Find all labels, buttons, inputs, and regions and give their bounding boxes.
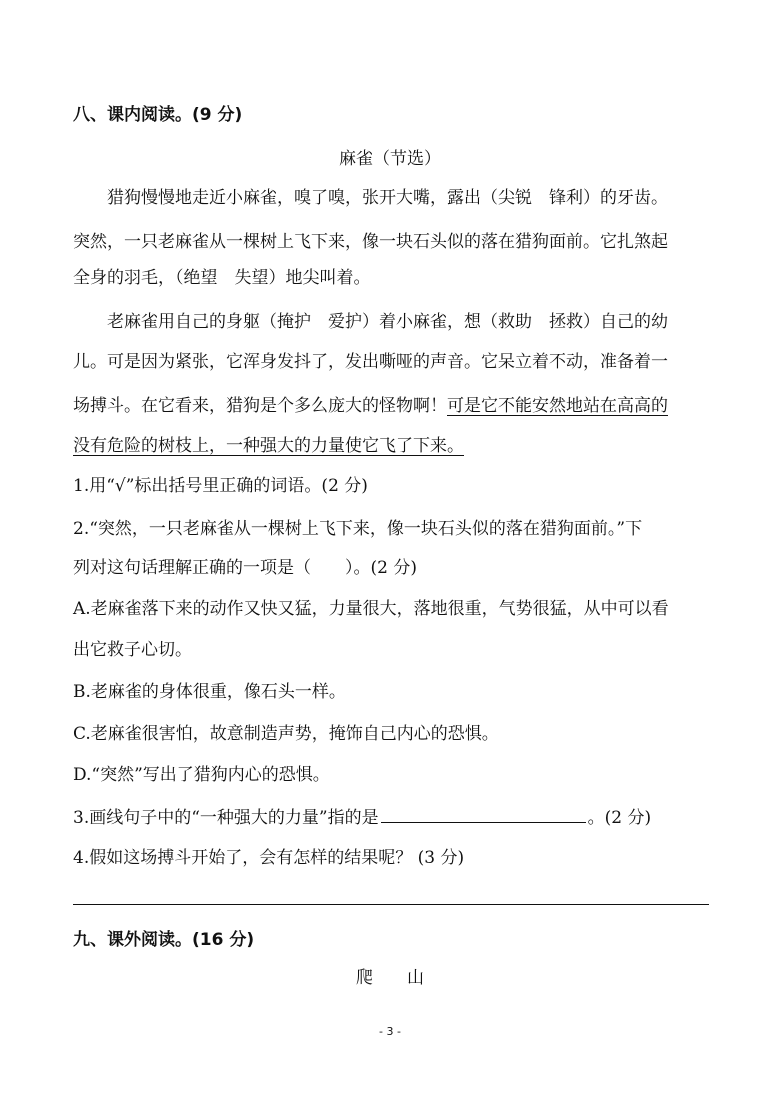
option-b: B.老麻雀的身体很重，像石头一样。 bbox=[73, 682, 346, 702]
option-c: C.老麻雀很害怕，故意制造声势，掩饰自己内心的恐惧。 bbox=[73, 724, 499, 744]
page-number: - 3 - bbox=[379, 1025, 401, 1038]
question-3 bbox=[73, 806, 651, 828]
passage-para2-line4: 没有危险的树枝上，一种强大的力量使它飞了下来。 bbox=[73, 436, 464, 456]
passage-text: 场搏斗。在它看来，猎狗是个多么庞大的怪物啊！ bbox=[73, 396, 447, 416]
underlined-sentence: 可是它不能安然地站在高高的 bbox=[447, 396, 668, 416]
passage-title: 麻雀（节选） bbox=[339, 149, 441, 169]
question-3-score: 。(2 分) bbox=[587, 808, 652, 828]
passage-para1-line3: 全身的羽毛，（绝望 失望）地尖叫着。 bbox=[73, 268, 371, 288]
section9-heading: 九、课外阅读。(16 分) bbox=[73, 930, 255, 950]
answer-blank[interactable] bbox=[381, 806, 586, 823]
passage-para2-line1: 老麻雀用自己的身躯（掩护 爱护）着小麻雀，想（救助 拯救）自己的幼 bbox=[107, 312, 668, 332]
section8-heading: 八、课内阅读。(9 分) bbox=[73, 105, 243, 125]
passage-para1-line1: 猎狗慢慢地走近小麻雀，嗅了嗅，张开大嘴，露出（尖锐 锋利）的牙齿。 bbox=[107, 188, 668, 208]
question-2-line1: 2.“突然，一只老麻雀从一棵树上飞下来，像一块石头似的落在猎狗面前。”下 bbox=[73, 519, 643, 539]
question-4: 4.假如这场搏斗开始了，会有怎样的结果呢？ (3 分) bbox=[73, 848, 465, 868]
passage-para1-line2: 突然，一只老麻雀从一棵树上飞下来，像一块石头似的落在猎狗面前。它扎煞起 bbox=[73, 232, 668, 252]
answer-line[interactable] bbox=[73, 904, 709, 905]
passage-para2-line3 bbox=[73, 396, 668, 416]
section9-title: 爬 山 bbox=[356, 968, 424, 988]
option-a-line2: 出它救子心切。 bbox=[73, 640, 192, 660]
question-3-text: 3.画线句子中的“一种强大的力量”指的是 bbox=[73, 808, 379, 828]
option-d: D.“突然”写出了猎狗内心的恐惧。 bbox=[73, 765, 330, 785]
passage-para2-line2: 儿。可是因为紧张，它浑身发抖了，发出嘶哑的声音。它呆立着不动，准备着一 bbox=[73, 352, 668, 372]
question-2-line2: 列对这句话理解正确的一项是（ ）。(2 分) bbox=[73, 558, 417, 578]
question-1: 1.用“√”标出括号里正确的词语。(2 分) bbox=[73, 476, 368, 496]
option-a-line1: A.老麻雀落下来的动作又快又猛，力量很大，落地很重，气势很猛，从中可以看 bbox=[73, 599, 669, 619]
